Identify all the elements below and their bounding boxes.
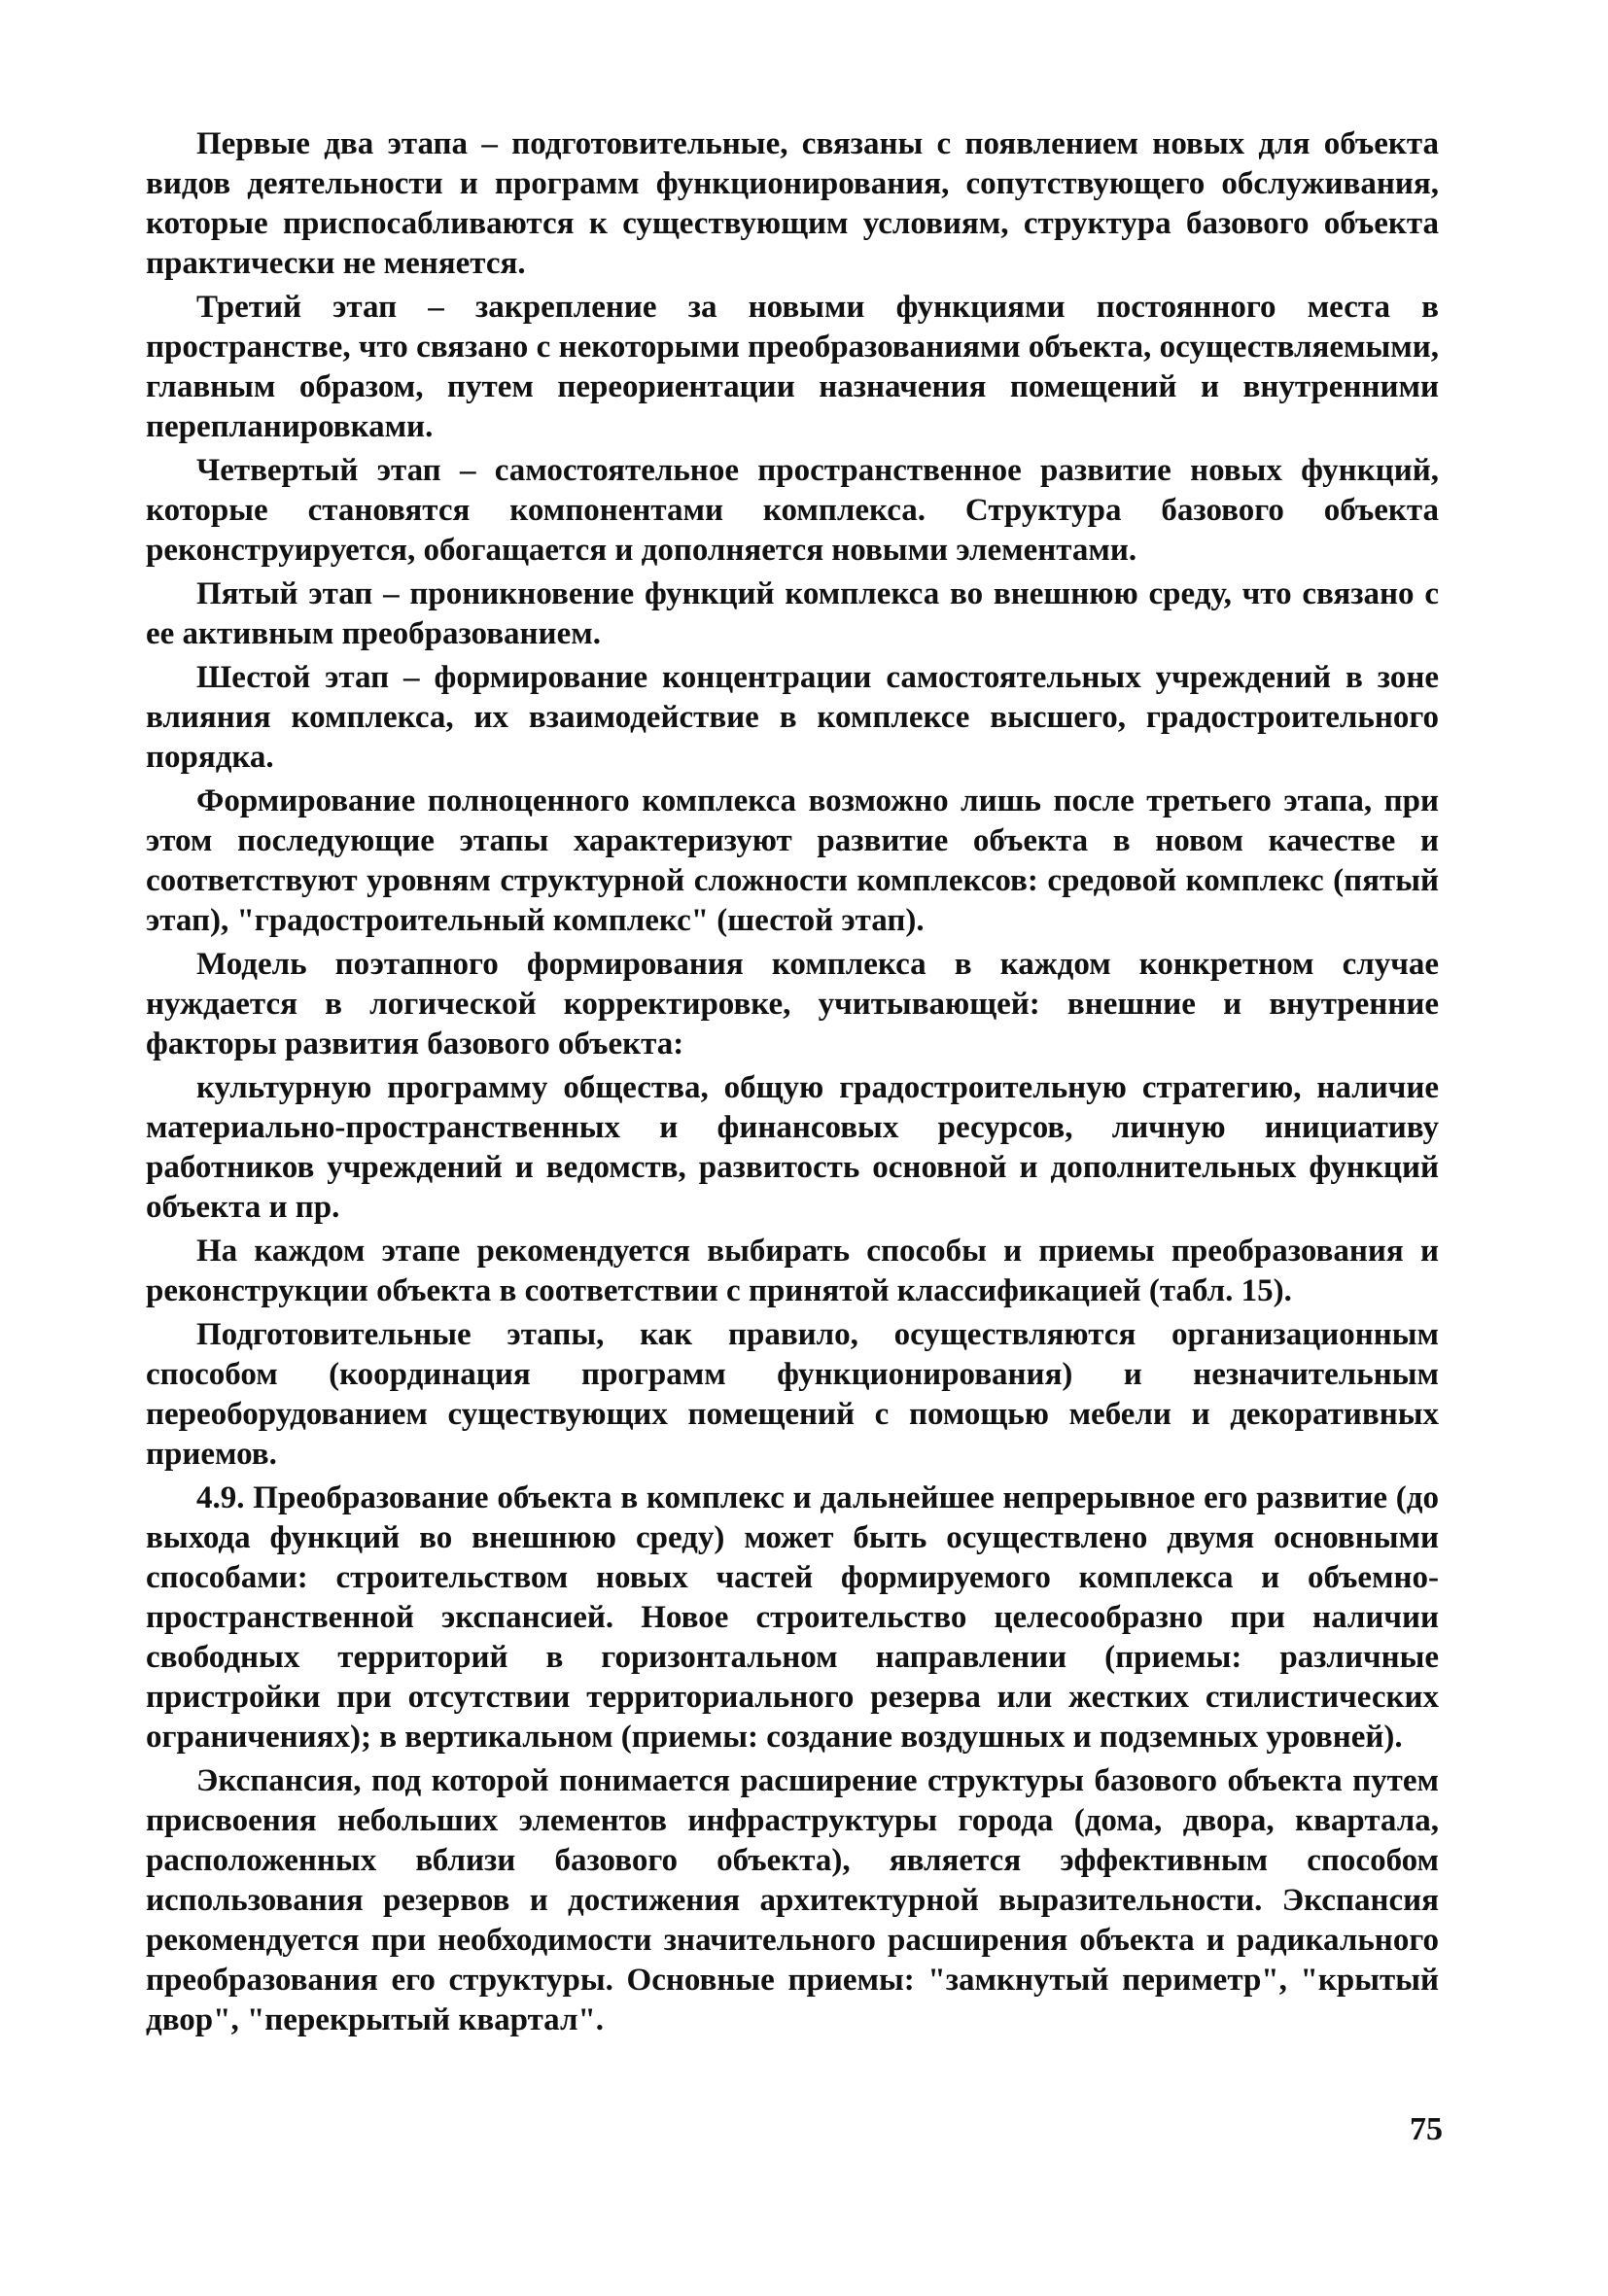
section-text: Преобразование объекта в комплекс и дальнейшее непрерывное его развитие (до выхода функций во внешнюю среду) может быть осуществлено двумя основными способами: строительством новых частей формируемого комплекса и объемно-пространственной экспансией. Новое строительство целесообразно при наличии свободных территорий в горизонтальном направлении (приемы: различные пристройки при отсутствии территориального резерва или жестких стилистических ограничениях); в вертикальном (приемы: создание воздушных и подземных уровней). <box>146 1480 1439 1755</box>
section-4-9-paragraph <box>146 1478 1439 1757</box>
paragraph-stage-four: Четвертый этап – самостоятельное пространственное развитие новых функций, которые становятся компонентами комплекса. Структура базового объекта реконструируется, обогащается и дополняется новыми элементами. <box>146 453 1439 568</box>
paragraph-expansion: Экспансия, под которой понимается расширение структуры базового объекта путем присвоения небольших элементов инфраструктуры города (дома, двора, квартала, расположенных вблизи базового объекта), является эффективным способом использования резервов и достижения архитектурной выразительности. Экспансия рекомендуется при необходимости значительного расширения объекта и радикального преобразования его структуры. Основные приемы: "замкнутый периметр", "крытый двор", "перекрытый квартал". <box>146 1763 1439 2037</box>
paragraph-stage-three: Третий этап – закрепление за новыми функциями постоянного места в пространстве, что связано с некоторыми преобразованиями объекта, осуществляемыми, главным образом, путем переориентации назначения помещений и внутренними перепланировками. <box>146 290 1439 444</box>
paragraph-full-complex: Формирование полноценного комплекса возможно лишь после третьего этапа, при этом последующие этапы характеризуют развитие объекта в новом качестве и соответствуют уровням структурной сложности комплексов: средовой комплекс (пятый этап), "градостроительный комплекс" (шестой этап). <box>146 783 1439 938</box>
paragraph-factors-list: культурную программу общества, общую градостроительную стратегию, наличие материально-пространственных и финансовых ресурсов, личную инициативу работников учреждений и ведомств, развитость основной и дополнительных функций объекта и пр. <box>146 1070 1439 1225</box>
section-number: 4.9. <box>196 1480 245 1515</box>
paragraph-stage-five: Пятый этап – проникновение функций комплекса во внешнюю среду, что связано с ее активным преобразованием. <box>146 576 1439 651</box>
paragraph-stage-six: Шестой этап – формирование концентрации самостоятельных учреждений в зоне влияния комплекса, их взаимодействие в комплексе высшего, градостроительного порядка. <box>146 660 1439 775</box>
document-page <box>146 124 1439 2044</box>
paragraph-model: Модель поэтапного формирования комплекса в каждом конкретном случае нуждается в логической корректировке, учитывающей: внешние и внутренние факторы развития базового объекта: <box>146 947 1439 1061</box>
page-number: 75 <box>1410 2111 1443 2147</box>
paragraph-preparatory: Подготовительные этапы, как правило, осуществляются организационным способом (координация программ функционирования) и незначительным переоборудованием существующих помещений с помощью мебели и декоративных приемов. <box>146 1317 1439 1472</box>
paragraph-each-stage: На каждом этапе рекомендуется выбирать способы и приемы преобразования и реконструкции объекта в соответствии с принятой классификацией (табл. 15). <box>146 1234 1439 1308</box>
paragraph-stages-one-two: Первые два этапа – подготовительные, связаны с появлением новых для объекта видов деятельности и программ функционирования, сопутствующего обслуживания, которые приспосабливаются к существующим условиям, структура базового объекта практически не меняется. <box>146 126 1439 281</box>
